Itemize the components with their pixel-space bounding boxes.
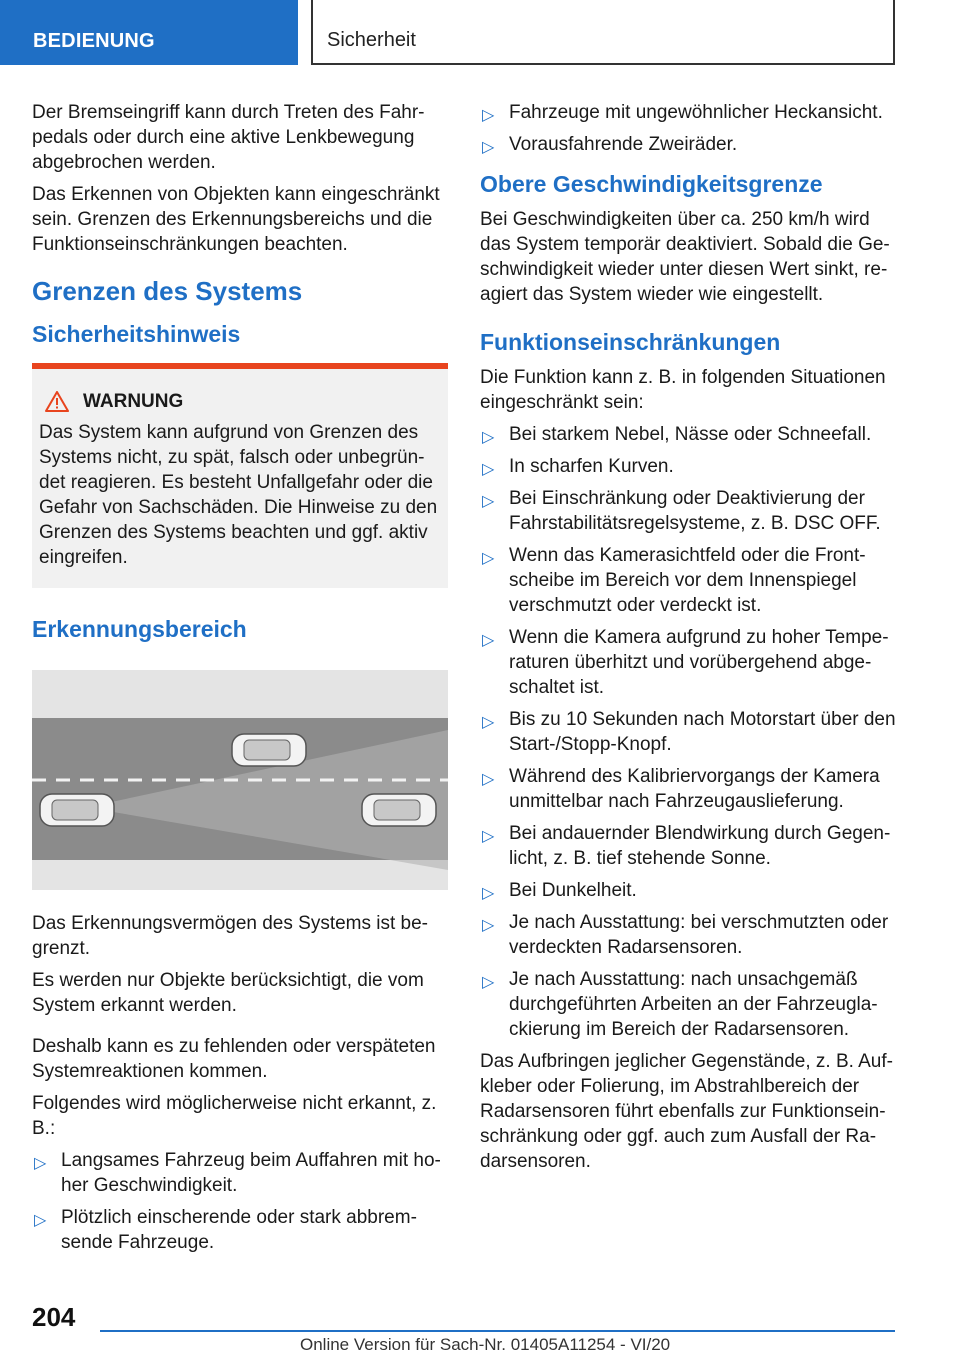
funktion-intro: Die Funktion kann z. B. in folgenden Situationen eingeschränkt sein: <box>480 367 886 413</box>
section-tab: BEDIENUNG <box>0 0 298 65</box>
intro-paragraph-2: Das Erkennen von Objekten kann eingeschränkt sein. Grenzen des Erkennungsbereichs und die Funktionseinschränkungen beachten. <box>32 184 440 255</box>
car-front <box>362 794 436 826</box>
closing-paragraph: Das Aufbringen jeglicher Gegenstände, z. B. Auf-kleber oder Folierung, im Abstrahlbereich der Radarsensoren führt ebenfalls zur Funktionsein-schränkung oder ggf. auch zum Ausfall der Ra-darsensoren. <box>480 1051 893 1172</box>
list-item: ▷ Wenn die Kamera aufgrund zu hoher Tempe-raturen überhitzt und vorübergehend abge-schaltet ist. <box>482 627 889 698</box>
detection-range-illustration <box>32 670 448 890</box>
paragraph-3: Deshalb kann es zu fehlenden oder verspäteten Systemreaktionen kommen. <box>32 1036 436 1082</box>
list-item: ▷ Langsames Fahrzeug beim Auffahren mit ho-her Geschwindigkeit. <box>34 1150 441 1196</box>
list-item: ▷ Bis zu 10 Sekunden nach Motorstart über den Start-/Stopp-Knopf. <box>482 709 896 755</box>
triangle-bullet-icon: ▷ <box>482 714 495 731</box>
intro-paragraph-1: Der Bremseingriff kann durch Treten des Fahr-pedals oder durch eine aktive Lenkbewegung abgebrochen werden. <box>32 102 425 173</box>
warning-text: Das System kann aufgrund von Grenzen des Systems nicht, zu spät, falsch oder unbegrün-det reagieren. Es besteht Unfallgefahr oder die Gefahr von Sachschäden. Die Hinweise zu den Grenzen des Systems beachten und ggf. aktiv eingreifen. <box>39 422 438 568</box>
warning-header <box>39 389 440 414</box>
heading-funktionseinschraenkungen: Funktionseinschränkungen <box>480 329 781 355</box>
warning-box <box>32 363 448 588</box>
list-item: ▷ Während des Kalibriervorgangs der Kamera unmittelbar nach Fahrzeugauslieferung. <box>482 766 880 812</box>
list-item: ▷ Wenn das Kamerasichtfeld oder die Front-scheibe im Bereich vor dem Innenspiegel verschmutzt oder verdeckt ist. <box>482 545 866 616</box>
triangle-bullet-icon: ▷ <box>482 139 495 156</box>
list-item: ▷ In scharfen Kurven. <box>480 454 896 479</box>
heading-obere-geschwindigkeitsgrenze: Obere Geschwindigkeitsgrenze <box>480 171 823 197</box>
heading-sicherheitshinweis: Sicherheitshinweis <box>32 321 241 347</box>
triangle-bullet-icon: ▷ <box>482 771 495 788</box>
warning-title: WARNUNG <box>83 391 184 412</box>
triangle-bullet-icon: ▷ <box>482 632 495 649</box>
list-item: ▷ Vorausfahrende Zweiräder. <box>480 132 896 157</box>
warning-triangle-icon <box>45 391 69 412</box>
obere-paragraph: Bei Geschwindigkeiten über ca. 250 km/h wird das System temporär deaktiviert. Sobald die Ge-schwindigkeit wieder unter diesen Wert sinkt, re-agiert das System wieder wie eingestellt. <box>480 209 890 305</box>
footer-divider <box>100 1330 895 1332</box>
heading-erkennungsbereich: Erkennungsbereich <box>32 616 247 642</box>
triangle-bullet-icon: ▷ <box>482 974 495 991</box>
left-column <box>32 100 448 1262</box>
car-adjacent-lane <box>232 734 306 766</box>
footer-version-text: Online Version für Sach-Nr. 01405A11254 - VI/20 <box>300 1335 671 1354</box>
list-item: ▷ Je nach Ausstattung: bei verschmutzten oder verdeckten Radarsensoren. <box>482 912 889 958</box>
triangle-bullet-icon: ▷ <box>34 1155 47 1172</box>
list-item: ▷ Bei andauernder Blendwirkung durch Gegen-licht, z. B. tief stehende Sonne. <box>482 823 891 869</box>
triangle-bullet-icon: ▷ <box>482 885 495 902</box>
triangle-bullet-icon: ▷ <box>482 461 495 478</box>
right-top-bullet-list <box>480 100 896 157</box>
triangle-bullet-icon: ▷ <box>482 429 495 446</box>
triangle-bullet-icon: ▷ <box>482 917 495 934</box>
left-bullet-list <box>32 1148 448 1255</box>
paragraph-2: Es werden nur Objekte berücksichtigt, die vom System erkannt werden. <box>32 970 424 1016</box>
list-item: ▷ Fahrzeuge mit ungewöhnlicher Heckansicht. <box>480 100 896 125</box>
paragraph-4: Folgendes wird möglicherweise nicht erkannt, z. B.: <box>32 1093 437 1139</box>
triangle-bullet-icon: ▷ <box>34 1212 47 1229</box>
right-column <box>480 100 896 1181</box>
paragraph-1: Das Erkennungsvermögen des Systems ist be-grenzt. <box>32 913 429 959</box>
page-number: 204 <box>32 1302 76 1332</box>
list-item: ▷ Plötzlich einscherende oder stark abbrem-sende Fahrzeuge. <box>34 1207 417 1253</box>
triangle-bullet-icon: ▷ <box>482 828 495 845</box>
list-item: ▷ Bei Dunkelheit. <box>480 878 896 903</box>
list-item: ▷ Bei starkem Nebel, Nässe oder Schneefall. <box>480 422 896 447</box>
list-item: ▷ Je nach Ausstattung: nach unsachgemäß durchgeführten Arbeiten an der Fahrzeugla-ckierung im Bereich der Radarsensoren. <box>482 969 878 1040</box>
right-bullet-list <box>480 422 896 1042</box>
list-item: ▷ Bei Einschränkung oder Deaktivierung der Fahrstabilitätsregelsysteme, z. B. DSC OFF. <box>482 488 881 534</box>
triangle-bullet-icon: ▷ <box>482 550 495 567</box>
triangle-bullet-icon: ▷ <box>482 493 495 510</box>
heading-grenzen: Grenzen des Systems <box>32 276 303 306</box>
car-ego <box>40 794 114 826</box>
chapter-title: Sicherheit <box>311 0 895 65</box>
triangle-bullet-icon: ▷ <box>482 107 495 124</box>
